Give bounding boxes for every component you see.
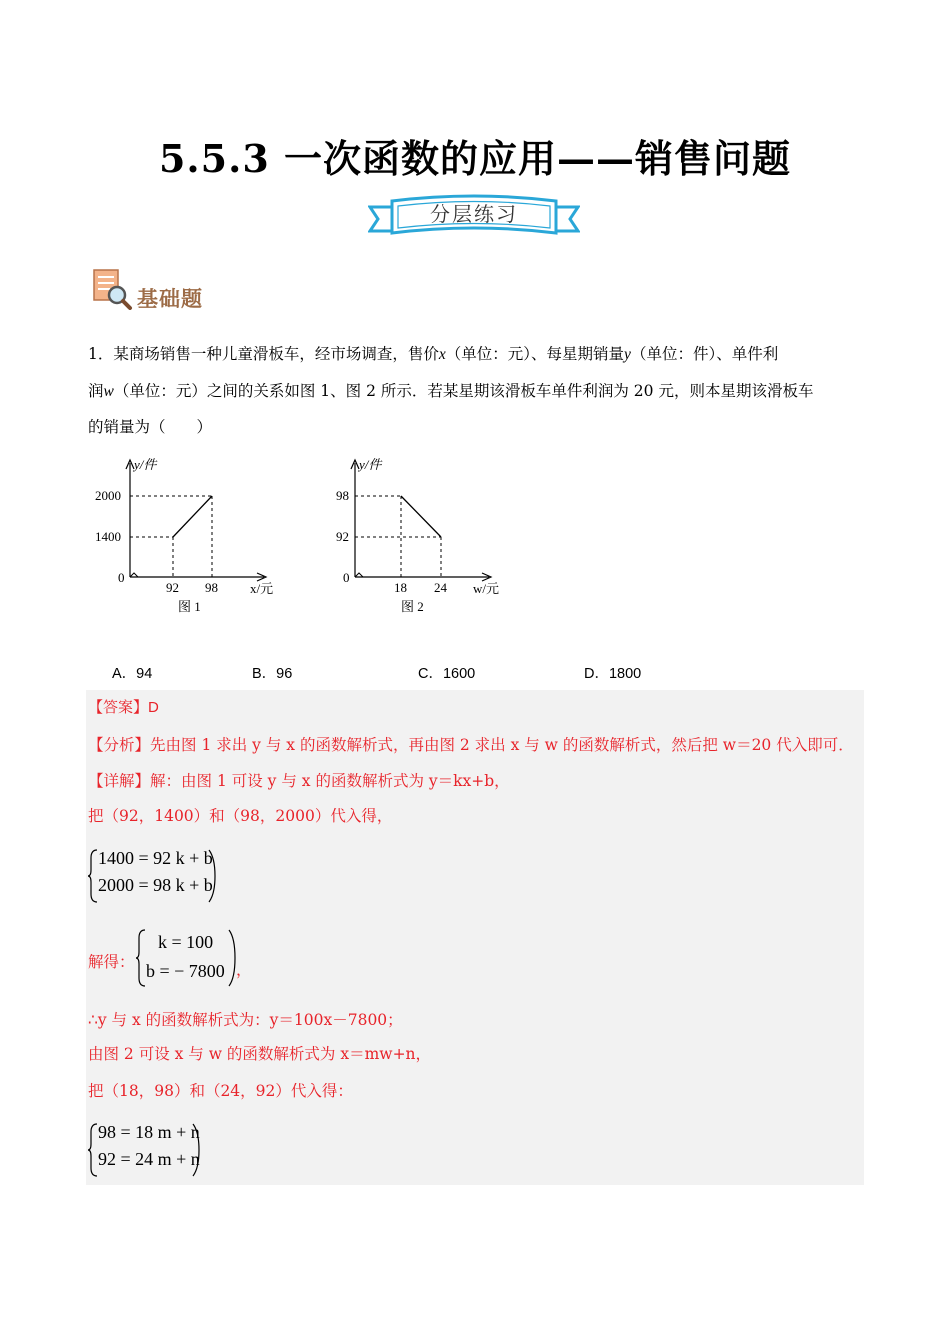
equation-system-1 — [88, 848, 228, 904]
fig2-ytick-98: 98 — [336, 488, 349, 503]
fig1-xtick-92: 92 — [166, 580, 179, 595]
fig2-origin: 0 — [343, 570, 350, 585]
detail-line: 【详解】解：由图 1 可设 y 与 x 的函数解析式为 y＝kx+b， — [88, 772, 510, 790]
answer-line: 【答案】D — [88, 699, 159, 716]
sys1-row-2: 2000 = 98 k + b — [98, 875, 213, 895]
option-c[interactable]: C．1600 — [418, 666, 476, 682]
analysis-line: 【分析】先由图 1 求出 y 与 x 的函数解析式，再由图 2 求出 x 与 w 的函数解析式，然后把 w＝20 代入即可． — [88, 736, 854, 754]
fig2-xtick-24: 24 — [434, 580, 447, 595]
fig1-origin: 0 — [118, 570, 125, 585]
fig1-caption: 图 1 — [178, 599, 201, 614]
ribbon-label: 分层练习 — [430, 202, 518, 226]
fig1-line-segment — [173, 496, 212, 537]
sys3-row-1: 98 = 18 m + n — [98, 1122, 200, 1142]
section-title: 基础题 — [137, 286, 203, 311]
fig2-ytick-92: 92 — [336, 529, 349, 544]
equation-system-2 — [136, 928, 246, 988]
fig2-caption: 图 2 — [401, 599, 424, 614]
fig1-ylabel: y/件 — [134, 457, 157, 472]
page-title: 5.5.3 一次函数的应用——销售问题 — [158, 136, 791, 181]
solve-tail: ， — [236, 961, 252, 979]
substitution-line-1: 把（92，1400）和（98，2000）代入得， — [88, 807, 393, 825]
figure-2 — [315, 455, 515, 620]
fig1-ytick-1400: 1400 — [95, 529, 121, 544]
sys1-row-1: 1400 = 92 k + b — [98, 848, 213, 868]
fig1-xtick-98: 98 — [205, 580, 218, 595]
result-line-1: ∴y 与 x 的函数解析式为：y＝100x－7800； — [88, 1011, 403, 1029]
question-line-3: 的销量为（ ） — [88, 418, 213, 436]
fig1-ytick-2000: 2000 — [95, 488, 121, 503]
fig2-ylabel: y/件 — [359, 457, 382, 472]
sys3-row-2: 92 = 24 m + n — [98, 1149, 200, 1169]
equation-system-3 — [88, 1122, 208, 1178]
fig2-xlabel: w/元 — [473, 581, 500, 596]
fig1-xlabel: x/元 — [250, 581, 274, 596]
question-line-2: 润w（单位：元）之间的关系如图 1、图 2 所示．若某星期该滑板车单件利润为 20 元，则本星期该滑板车 — [88, 382, 814, 400]
document-magnifier-icon — [92, 268, 134, 310]
substitution-line-2: 把（18，98）和（24，92）代入得： — [88, 1082, 353, 1100]
option-a[interactable]: A．94 — [112, 666, 153, 682]
option-d[interactable]: D．1800 — [584, 666, 642, 682]
figure-1 — [90, 455, 290, 620]
question-line-1: 1．某商场销售一种儿童滑板车，经市场调查，售价x（单位：元）、每星期销量y（单位：件）、单件利 — [88, 345, 779, 363]
sys2-row-1: k = 100 — [158, 932, 214, 952]
sys2-row-2: b = − 7800 — [146, 961, 225, 981]
solve-label: 解得： — [88, 953, 135, 971]
fig2-xtick-18: 18 — [394, 580, 407, 595]
option-b[interactable]: B．96 — [252, 666, 293, 682]
figure2-setup-line: 由图 2 可设 x 与 w 的函数解析式为 x＝mw+n， — [88, 1045, 432, 1063]
fig2-line-segment — [401, 496, 441, 537]
